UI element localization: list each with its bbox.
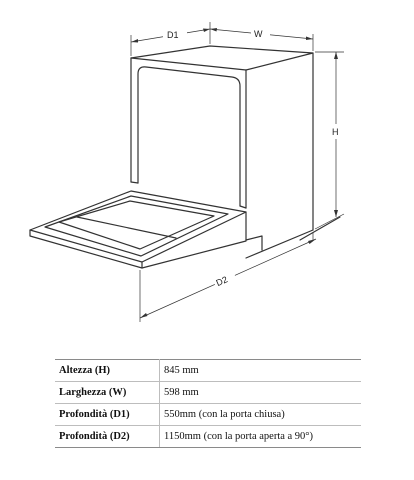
spec-label-depth-closed: Profondità (D1) — [55, 404, 160, 426]
spec-value-width: 598 mm — [160, 382, 362, 404]
d2-arrow-right — [308, 239, 316, 244]
cabinet-inner-opening — [138, 67, 240, 206]
spec-label-width: Larghezza (W) — [55, 382, 160, 404]
spec-label-depth-open: Profondità (D2) — [55, 426, 160, 448]
cabinet-bottom-edge — [246, 230, 313, 258]
d2-label: D2 — [214, 274, 230, 289]
table-row — [55, 382, 361, 404]
table-row — [55, 360, 361, 382]
spec-value-height: 845 mm — [160, 360, 362, 382]
spec-label-height: Altezza (H) — [55, 360, 160, 382]
h-label: H — [332, 127, 339, 137]
ground-line — [300, 217, 340, 240]
door-hinge-right — [240, 206, 246, 208]
door-tray — [59, 201, 214, 249]
cabinet-top-back-edge — [131, 46, 313, 70]
w-arrow-right — [306, 37, 313, 41]
h-arrow-bottom — [334, 210, 338, 217]
cabinet-plinth — [246, 236, 262, 250]
h-arrow-top — [334, 52, 338, 59]
h-extension-bottom — [315, 214, 344, 229]
w-arrow-left — [210, 28, 217, 32]
table-row — [55, 426, 361, 448]
d1-arrow-left — [131, 39, 138, 43]
d1-arrow-right — [203, 29, 210, 33]
cabinet-top-front-edge — [131, 58, 246, 70]
inner-wall-line — [131, 182, 138, 183]
specifications-table — [55, 359, 361, 448]
d1-label: D1 — [167, 30, 179, 40]
d2-arrow-left — [140, 313, 148, 318]
spec-value-depth-open: 1150mm (con la porta aperta a 90°) — [160, 426, 362, 448]
table-row — [55, 404, 361, 426]
w-label: W — [254, 29, 263, 39]
spec-value-depth-closed: 550mm (con la porta chiusa) — [160, 404, 362, 426]
door-tray-divider — [77, 217, 176, 238]
